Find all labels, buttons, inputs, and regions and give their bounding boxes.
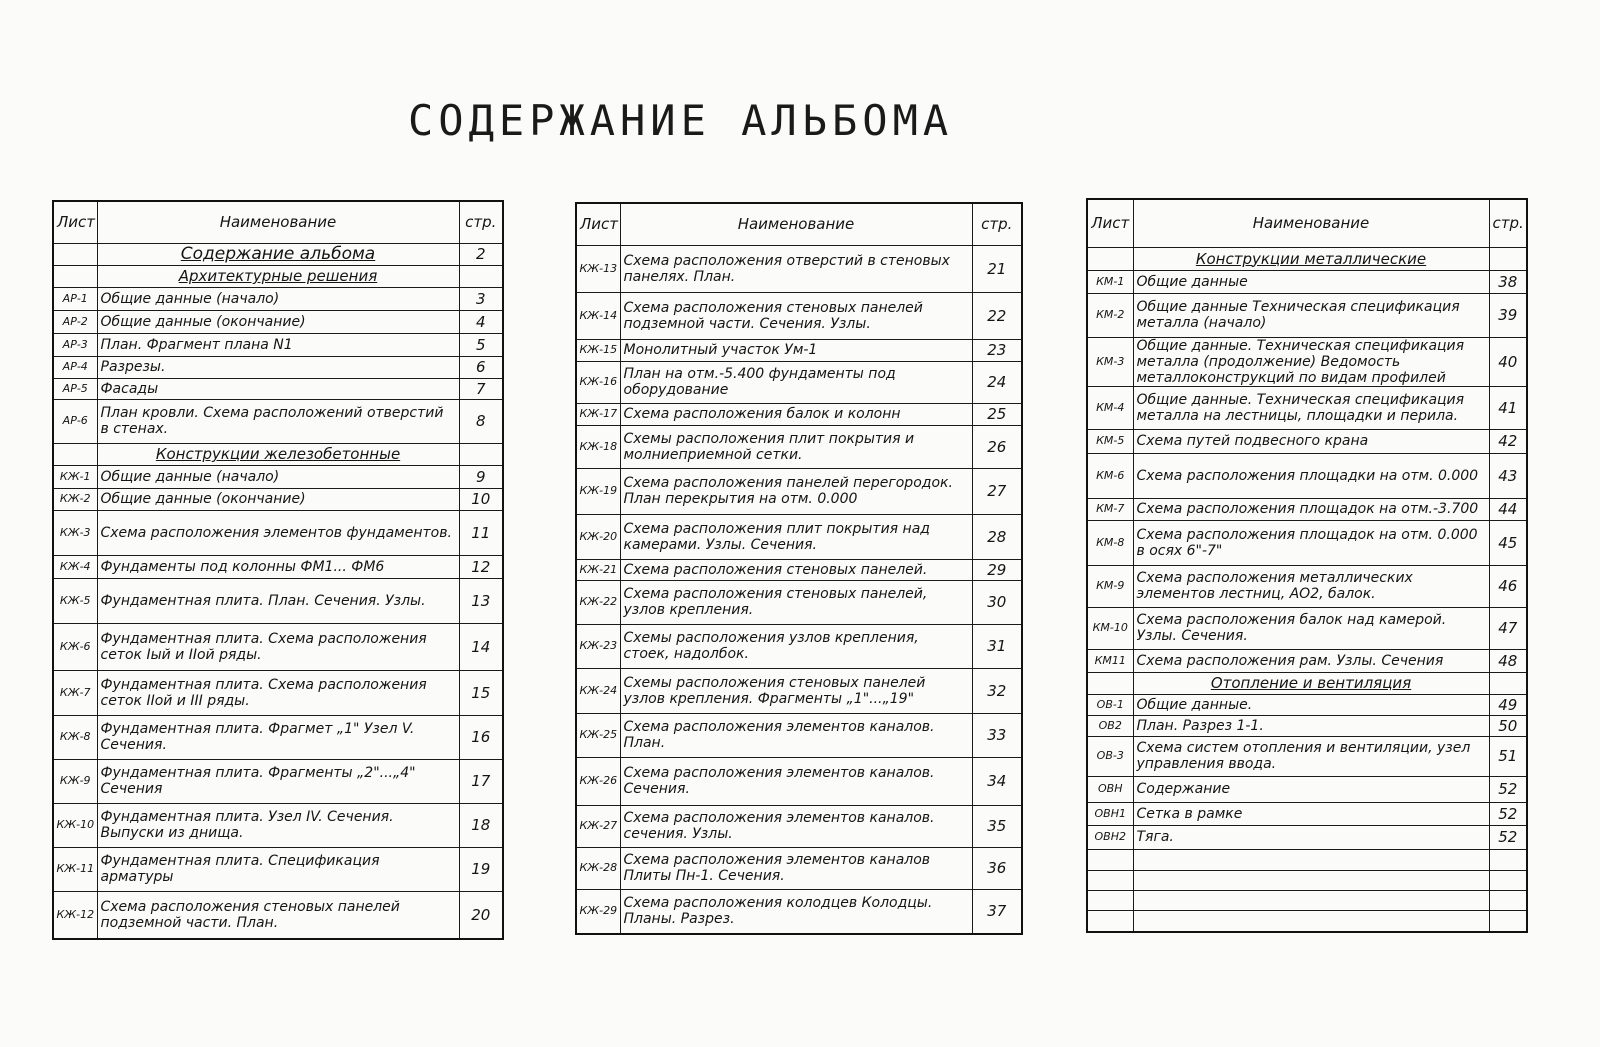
table-row xyxy=(53,510,503,555)
page-number-cell: 14 xyxy=(459,623,503,670)
sheet-name-cell xyxy=(1133,849,1489,870)
sheet-code-cell: КЖ-8 xyxy=(53,715,97,759)
page-number-cell: 4 xyxy=(459,310,503,333)
page-number-cell xyxy=(1489,910,1527,932)
sheet-name-cell: Схема расположения элементов каналов. сечения. Узлы. xyxy=(620,805,972,847)
page-number-cell: 44 xyxy=(1489,498,1527,520)
sheet-name-cell xyxy=(1133,890,1489,910)
table-row xyxy=(1087,498,1527,520)
sheet-name-cell: План. Фрагмент плана N1 xyxy=(97,333,459,356)
table-row xyxy=(53,803,503,847)
sheet-code-cell: ОВН xyxy=(1087,776,1133,802)
sheet-name-cell: Общие данные. Техническая спецификация металла на лестницы, площадки и перила. xyxy=(1133,386,1489,429)
table-row xyxy=(576,245,1022,292)
sheet-name-cell: Конструкции железобетонные xyxy=(97,443,459,465)
sheet-code-cell: КЖ-15 xyxy=(576,339,620,361)
sheet-code-cell: КМ-10 xyxy=(1087,607,1133,649)
table-row xyxy=(576,847,1022,889)
table-row xyxy=(53,488,503,510)
table-row xyxy=(53,356,503,378)
table-row xyxy=(576,889,1022,934)
sheet-code-cell: КЖ-11 xyxy=(53,847,97,891)
table-row xyxy=(53,443,503,465)
album-title: СОДЕРЖАНИЕ АЛЬБОМА xyxy=(408,96,954,145)
sheet-code-cell: КЖ-13 xyxy=(576,245,620,292)
page-number-cell: 26 xyxy=(972,425,1022,468)
table-row xyxy=(53,891,503,939)
page-number-cell: 5 xyxy=(459,333,503,356)
sheet-name-cell: Схема расположения площадки на отм. 0.000 xyxy=(1133,453,1489,498)
sheet-code-cell: КЖ-1 xyxy=(53,465,97,488)
table-row xyxy=(1087,736,1527,776)
page-number-cell: 19 xyxy=(459,847,503,891)
sheet-code-cell: АР-4 xyxy=(53,356,97,378)
sheet-code-cell xyxy=(53,265,97,287)
table-row xyxy=(1087,802,1527,825)
page-number-cell: 52 xyxy=(1489,776,1527,802)
sheet-name-cell: Схема расположения отверстий в стеновых панелях. План. xyxy=(620,245,972,292)
column-header-name: Наименование xyxy=(1133,199,1489,247)
sheet-code-cell: КЖ-3 xyxy=(53,510,97,555)
sheet-name-cell: Схема расположения металлических элементов лестниц, АО2, балок. xyxy=(1133,565,1489,607)
page-number-cell: 9 xyxy=(459,465,503,488)
sheet-name-cell: Фундаментная плита. Схема расположения сеток IIой и III ряды. xyxy=(97,670,459,715)
sheet-code-cell xyxy=(1087,672,1133,694)
page-number-cell: 17 xyxy=(459,759,503,803)
sheet-code-cell: КМ-7 xyxy=(1087,498,1133,520)
sheet-name-cell: Монолитный участок Ум-1 xyxy=(620,339,972,361)
sheet-name-cell: Схема расположения элементов фундаментов. xyxy=(97,510,459,555)
contents-table-2 xyxy=(575,202,1023,935)
table-row xyxy=(1087,910,1527,932)
table-row xyxy=(53,465,503,488)
page-number-cell: 51 xyxy=(1489,736,1527,776)
sheet-code-cell: КЖ-27 xyxy=(576,805,620,847)
table-row xyxy=(53,378,503,399)
sheet-code-cell: КМ-3 xyxy=(1087,337,1133,386)
sheet-code-cell: КЖ-29 xyxy=(576,889,620,934)
page-number-cell: 6 xyxy=(459,356,503,378)
sheet-code-cell: КЖ-17 xyxy=(576,403,620,425)
sheet-code-cell: КЖ-10 xyxy=(53,803,97,847)
column-header-name: Наименование xyxy=(620,203,972,245)
sheet-code-cell xyxy=(1087,910,1133,932)
sheet-name-cell: Разрезы. xyxy=(97,356,459,378)
page-number-cell: 2 xyxy=(459,243,503,265)
sheet-code-cell: КЖ-23 xyxy=(576,624,620,668)
page-number-cell: 48 xyxy=(1489,649,1527,672)
sheet-code-cell: КЖ-24 xyxy=(576,668,620,713)
sheet-code-cell: ОВН1 xyxy=(1087,802,1133,825)
sheet-code-cell: АР-6 xyxy=(53,399,97,443)
sheet-code-cell: КЖ-14 xyxy=(576,292,620,339)
contents-table-1 xyxy=(52,200,504,940)
page-number-cell: 27 xyxy=(972,468,1022,514)
table-row xyxy=(1087,870,1527,890)
page-number-cell: 43 xyxy=(1489,453,1527,498)
page-number-cell: 40 xyxy=(1489,337,1527,386)
sheet-name-cell: Общие данные (окончание) xyxy=(97,488,459,510)
sheet-name-cell: Схема путей подвесного крана xyxy=(1133,429,1489,453)
table-row xyxy=(53,670,503,715)
table-row xyxy=(576,339,1022,361)
sheet-name-cell: Фундаментная плита. Схема расположения сеток Iый и IIой ряды. xyxy=(97,623,459,670)
table-row xyxy=(53,623,503,670)
sheet-name-cell: Общие данные. xyxy=(1133,694,1489,715)
table-row xyxy=(576,559,1022,580)
page-number-cell: 7 xyxy=(459,378,503,399)
page-number-cell: 21 xyxy=(972,245,1022,292)
table-row xyxy=(1087,565,1527,607)
sheet-name-cell: Общие данные (начало) xyxy=(97,465,459,488)
sheet-name-cell: Схема расположения рам. Узлы. Сечения xyxy=(1133,649,1489,672)
table-row xyxy=(53,310,503,333)
sheet-name-cell: Фундаментная плита. План. Сечения. Узлы. xyxy=(97,578,459,623)
sheet-name-cell: Схемы расположения стеновых панелей узлов крепления. Фрагменты „1"...„19" xyxy=(620,668,972,713)
table-row xyxy=(53,759,503,803)
table-row xyxy=(1087,429,1527,453)
table-row xyxy=(576,624,1022,668)
sheet-code-cell: КМ-1 xyxy=(1087,270,1133,293)
sheet-name-cell: Схема расположения панелей перегородок. План перекрытия на отм. 0.000 xyxy=(620,468,972,514)
sheet-code-cell xyxy=(1087,247,1133,270)
sheet-name-cell: Отопление и вентиляция xyxy=(1133,672,1489,694)
table-row xyxy=(576,292,1022,339)
sheet-code-cell: АР-2 xyxy=(53,310,97,333)
table-row xyxy=(576,425,1022,468)
table-row xyxy=(1087,776,1527,802)
page-number-cell xyxy=(1489,849,1527,870)
sheet-code-cell: КЖ-21 xyxy=(576,559,620,580)
column-header-sheet: Лист xyxy=(1087,199,1133,247)
sheet-name-cell: Схема расположения балок над камерой. Узлы. Сечения. xyxy=(1133,607,1489,649)
table-row xyxy=(576,403,1022,425)
sheet-code-cell: КЖ-26 xyxy=(576,757,620,805)
page-number-cell: 41 xyxy=(1489,386,1527,429)
sheet-name-cell: Схема расположения колодцев Колодцы. Планы. Разрез. xyxy=(620,889,972,934)
page-number-cell: 31 xyxy=(972,624,1022,668)
page-number-cell: 12 xyxy=(459,555,503,578)
page-number-cell: 13 xyxy=(459,578,503,623)
page-number-cell: 16 xyxy=(459,715,503,759)
column-header-sheet: Лист xyxy=(53,201,97,243)
sheet-name-cell: Схема расположения элементов каналов. Сечения. xyxy=(620,757,972,805)
sheet-code-cell xyxy=(1087,890,1133,910)
page-number-cell: 33 xyxy=(972,713,1022,757)
table-row xyxy=(1087,715,1527,736)
page-number-cell: 52 xyxy=(1489,802,1527,825)
table-row xyxy=(1087,386,1527,429)
table-row xyxy=(53,399,503,443)
sheet-code-cell: КЖ-9 xyxy=(53,759,97,803)
sheet-name-cell: Схема расположения стеновых панелей, узлов крепления. xyxy=(620,580,972,624)
table-row xyxy=(576,580,1022,624)
sheet-name-cell: Схемы расположения узлов крепления, стоек, надолбок. xyxy=(620,624,972,668)
sheet-name-cell: Схема систем отопления и вентиляции, узел управления ввода. xyxy=(1133,736,1489,776)
page-number-cell: 42 xyxy=(1489,429,1527,453)
contents-table-3 xyxy=(1086,198,1528,933)
sheet-code-cell: АР-1 xyxy=(53,287,97,310)
sheet-code-cell: КЖ-2 xyxy=(53,488,97,510)
sheet-name-cell: Схема расположения элементов каналов. План. xyxy=(620,713,972,757)
sheet-name-cell: План на отм.-5.400 фундаменты под оборудование xyxy=(620,361,972,403)
table-row xyxy=(53,715,503,759)
sheet-code-cell: КЖ-4 xyxy=(53,555,97,578)
sheet-code-cell: ОВ2 xyxy=(1087,715,1133,736)
page-number-cell: 50 xyxy=(1489,715,1527,736)
sheet-code-cell: КЖ-16 xyxy=(576,361,620,403)
sheet-name-cell: Фундаментная плита. Узел IV. Сечения. Выпуски из днища. xyxy=(97,803,459,847)
page-number-cell: 49 xyxy=(1489,694,1527,715)
sheet-name-cell: Фундаментная плита. Фрагменты „2"...„4" Сечения xyxy=(97,759,459,803)
sheet-code-cell: КЖ-5 xyxy=(53,578,97,623)
sheet-name-cell: Фундаментная плита. Спецификация арматуры xyxy=(97,847,459,891)
table-row xyxy=(53,578,503,623)
sheet-code-cell: КЖ-18 xyxy=(576,425,620,468)
sheet-name-cell: Общие данные. Техническая спецификация металла (продолжение) Ведомость металлоконструкций по видам профилей xyxy=(1133,337,1489,386)
sheet-name-cell: Содержание альбома xyxy=(97,243,459,265)
table-row xyxy=(576,361,1022,403)
sheet-code-cell: КЖ-28 xyxy=(576,847,620,889)
page-number-cell: 15 xyxy=(459,670,503,715)
sheet-name-cell: Схема расположения стеновых панелей. xyxy=(620,559,972,580)
sheet-name-cell: Схема расположения площадок на отм. 0.000 в осях 6"-7" xyxy=(1133,520,1489,565)
sheet-name-cell: План кровли. Схема расположений отверстий в стенах. xyxy=(97,399,459,443)
page-number-cell: 18 xyxy=(459,803,503,847)
sheet-name-cell: Общие данные Техническая спецификация металла (начало) xyxy=(1133,293,1489,337)
page-number-cell xyxy=(1489,672,1527,694)
column-header-page: стр. xyxy=(1489,199,1527,247)
sheet-name-cell: Общие данные (окончание) xyxy=(97,310,459,333)
sheet-code-cell: ОВ-1 xyxy=(1087,694,1133,715)
table-row xyxy=(53,555,503,578)
page-number-cell xyxy=(1489,890,1527,910)
page-number-cell xyxy=(459,443,503,465)
table-row xyxy=(1087,293,1527,337)
page-number-cell: 24 xyxy=(972,361,1022,403)
sheet-code-cell: КМ-2 xyxy=(1087,293,1133,337)
table-row xyxy=(1087,337,1527,386)
sheet-code-cell: КЖ-22 xyxy=(576,580,620,624)
sheet-code-cell: АР-3 xyxy=(53,333,97,356)
table-row xyxy=(1087,890,1527,910)
page-number-cell: 52 xyxy=(1489,825,1527,849)
table-row xyxy=(53,265,503,287)
table-row xyxy=(1087,607,1527,649)
table-row xyxy=(576,514,1022,559)
sheet-name-cell xyxy=(1133,910,1489,932)
table-row xyxy=(1087,247,1527,270)
sheet-name-cell: Схема расположения стеновых панелей подземной части. План. xyxy=(97,891,459,939)
sheet-code-cell: КМ11 xyxy=(1087,649,1133,672)
page-number-cell: 20 xyxy=(459,891,503,939)
sheet-code-cell: ОВН2 xyxy=(1087,825,1133,849)
sheet-name-cell: Архитектурные решения xyxy=(97,265,459,287)
table-row xyxy=(576,668,1022,713)
table-row xyxy=(53,287,503,310)
page-number-cell: 22 xyxy=(972,292,1022,339)
sheet-code-cell: КМ-9 xyxy=(1087,565,1133,607)
column-header-sheet: Лист xyxy=(576,203,620,245)
page-number-cell: 35 xyxy=(972,805,1022,847)
sheet-code-cell: ОВ-3 xyxy=(1087,736,1133,776)
page-number-cell xyxy=(459,265,503,287)
sheet-name-cell: Сетка в рамке xyxy=(1133,802,1489,825)
sheet-name-cell: План. Разрез 1-1. xyxy=(1133,715,1489,736)
sheet-code-cell xyxy=(1087,849,1133,870)
sheet-name-cell: Схемы расположения плит покрытия и молниеприемной сетки. xyxy=(620,425,972,468)
column-header-page: стр. xyxy=(972,203,1022,245)
sheet-name-cell: Общие данные xyxy=(1133,270,1489,293)
page-number-cell: 46 xyxy=(1489,565,1527,607)
page-number-cell xyxy=(1489,247,1527,270)
sheet-code-cell: КЖ-20 xyxy=(576,514,620,559)
table-row xyxy=(53,333,503,356)
table-row xyxy=(1087,649,1527,672)
page-number-cell: 32 xyxy=(972,668,1022,713)
sheet-name-cell: Тяга. xyxy=(1133,825,1489,849)
page-number-cell: 28 xyxy=(972,514,1022,559)
page-number-cell: 29 xyxy=(972,559,1022,580)
table-row xyxy=(1087,672,1527,694)
sheet-code-cell: КЖ-25 xyxy=(576,713,620,757)
sheet-code-cell: КМ-6 xyxy=(1087,453,1133,498)
table-row xyxy=(576,468,1022,514)
table-row xyxy=(1087,453,1527,498)
sheet-code-cell: КЖ-7 xyxy=(53,670,97,715)
sheet-name-cell: Фундаменты под колонны ФМ1... ФМ6 xyxy=(97,555,459,578)
sheet-code-cell: КЖ-12 xyxy=(53,891,97,939)
table-row xyxy=(1087,520,1527,565)
sheet-name-cell: Схема расположения элементов каналов Плиты Пн-1. Сечения. xyxy=(620,847,972,889)
page-number-cell: 47 xyxy=(1489,607,1527,649)
page-number-cell: 36 xyxy=(972,847,1022,889)
column-header-name: Наименование xyxy=(97,201,459,243)
table-row xyxy=(576,757,1022,805)
column-header-page: стр. xyxy=(459,201,503,243)
table-row xyxy=(1087,694,1527,715)
sheet-code-cell: АР-5 xyxy=(53,378,97,399)
page-number-cell: 38 xyxy=(1489,270,1527,293)
sheet-name-cell: Фасады xyxy=(97,378,459,399)
sheet-name-cell: Общие данные (начало) xyxy=(97,287,459,310)
sheet-code-cell xyxy=(1087,870,1133,890)
sheet-name-cell: Схема расположения площадок на отм.-3.700 xyxy=(1133,498,1489,520)
sheet-name-cell: Схема расположения балок и колонн xyxy=(620,403,972,425)
sheet-code-cell: КМ-4 xyxy=(1087,386,1133,429)
page-number-cell: 3 xyxy=(459,287,503,310)
page-number-cell: 34 xyxy=(972,757,1022,805)
sheet-code-cell: КЖ-19 xyxy=(576,468,620,514)
table-row xyxy=(1087,270,1527,293)
table-row xyxy=(53,847,503,891)
page-number-cell: 11 xyxy=(459,510,503,555)
page-number-cell: 10 xyxy=(459,488,503,510)
table-row xyxy=(53,243,503,265)
page-number-cell: 30 xyxy=(972,580,1022,624)
sheet-code-cell: КЖ-6 xyxy=(53,623,97,670)
sheet-code-cell xyxy=(53,443,97,465)
sheet-name-cell: Фундаментная плита. Фрагмет „1" Узел V. Сечения. xyxy=(97,715,459,759)
page-number-cell: 25 xyxy=(972,403,1022,425)
page-number-cell: 37 xyxy=(972,889,1022,934)
page-number-cell: 39 xyxy=(1489,293,1527,337)
table-row xyxy=(1087,849,1527,870)
page-number-cell: 23 xyxy=(972,339,1022,361)
sheet-name-cell: Схема расположения плит покрытия над камерами. Узлы. Сечения. xyxy=(620,514,972,559)
table-row xyxy=(576,805,1022,847)
sheet-name-cell: Конструкции металлические xyxy=(1133,247,1489,270)
sheet-name-cell: Содержание xyxy=(1133,776,1489,802)
sheet-name-cell xyxy=(1133,870,1489,890)
sheet-name-cell: Схема расположения стеновых панелей подземной части. Сечения. Узлы. xyxy=(620,292,972,339)
table-row xyxy=(1087,825,1527,849)
page-number-cell: 8 xyxy=(459,399,503,443)
sheet-code-cell xyxy=(53,243,97,265)
sheet-code-cell: КМ-5 xyxy=(1087,429,1133,453)
table-row xyxy=(576,713,1022,757)
page-number-cell xyxy=(1489,870,1527,890)
sheet-code-cell: КМ-8 xyxy=(1087,520,1133,565)
page-number-cell: 45 xyxy=(1489,520,1527,565)
